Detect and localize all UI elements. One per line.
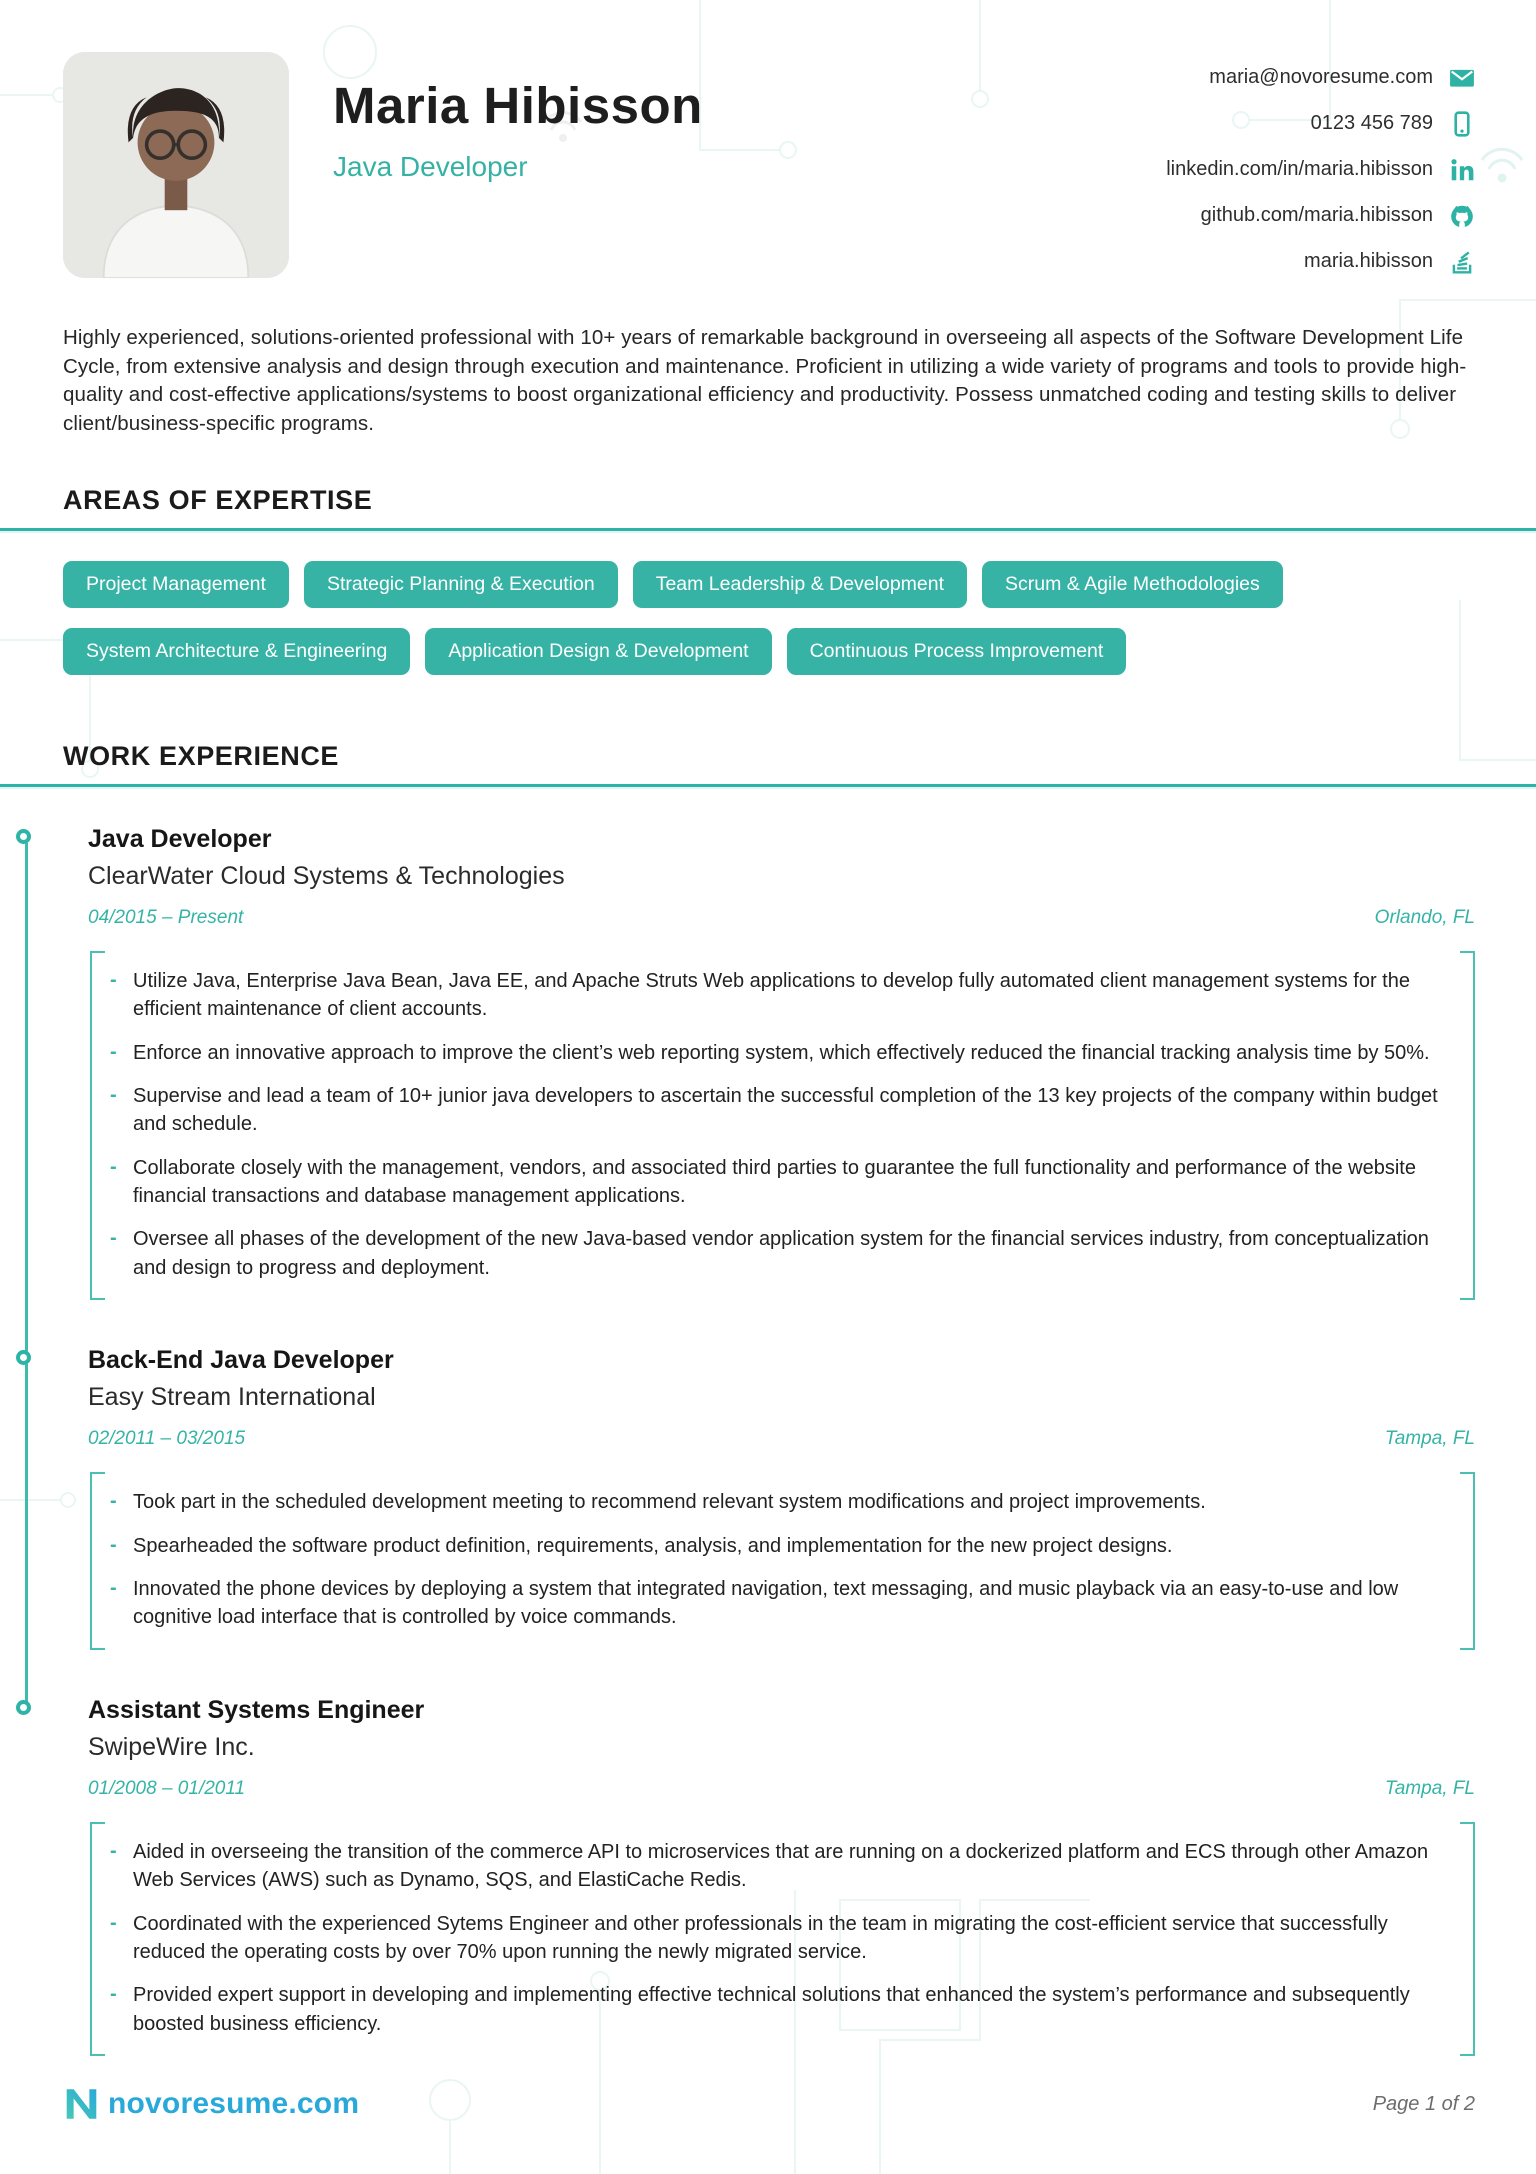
job-entry: [63, 1696, 1475, 2056]
brand-text: novoresume.com: [108, 2087, 360, 2120]
job-bullet: - Took part in the scheduled development meeting to recommend relevant system modifications and project improvements.: [108, 1488, 1439, 1516]
contact-phone-text: 0123 456 789: [1310, 112, 1433, 134]
contact-stackoverflow[interactable]: [1304, 248, 1475, 275]
contact-github[interactable]: [1201, 202, 1475, 229]
expertise-tag: Strategic Planning & Execution: [304, 561, 618, 608]
contact-stackoverflow-text: maria.hibisson: [1304, 250, 1433, 272]
job-dates: 04/2015 – Present: [88, 906, 244, 928]
job-bullet-list: [90, 1822, 1475, 2056]
job-dates: 02/2011 – 03/2015: [88, 1428, 246, 1450]
work-experience-heading: WORK EXPERIENCE: [63, 740, 340, 771]
job-bullet: - Oversee all phases of the development of the new Java-based vendor application system for the financial services industry, from conceptualization and design to progress and deployment.: [108, 1225, 1439, 1282]
stackoverflow-icon: [1448, 248, 1475, 275]
expertise-tag-list: [63, 561, 1475, 675]
job-title: Back-End Java Developer: [88, 1346, 394, 1375]
header: [63, 0, 1475, 278]
professional-summary: Highly experienced, solutions-oriented professional with 10+ years of remarkable background in overseeing all aspects of the Software Development Life Cycle, from extensive analysis and design through execution and maintenance. Proficient in utilizing a wide variety of programs and tools to provide high-quality and cost-effective applications/systems to boost organizational efficiency and productivity. Possess unmatched coding and testing skills to deliver client/business-specific programs.: [63, 326, 1467, 436]
novoresume-logo-icon: [63, 2084, 100, 2124]
email-icon: [1448, 64, 1475, 91]
expertise-tag: Project Management: [63, 561, 289, 608]
job-dates: 01/2008 – 01/2011: [88, 1777, 246, 1799]
github-icon: [1448, 202, 1475, 229]
job-bullet: - Provided expert support in developing and implementing effective technical solutions that enhanced the system’s performance and subsequently boosted business efficiency.: [108, 1981, 1439, 2038]
contact-linkedin[interactable]: [1166, 156, 1475, 183]
expertise-tag: Continuous Process Improvement: [787, 628, 1127, 675]
job-entry: [63, 1346, 1475, 1650]
job-bullet: - Spearheaded the software product definition, requirements, analysis, and implementation for the new project designs.: [108, 1532, 1439, 1560]
novoresume-brand-link[interactable]: [63, 2084, 359, 2124]
job-company: ClearWater Cloud Systems & Technologies: [88, 861, 565, 890]
contact-email-text: maria@novoresume.com: [1209, 66, 1433, 88]
expertise-tag: Application Design & Development: [425, 628, 771, 675]
timeline-marker-icon: [16, 829, 31, 844]
job-meta: [88, 1778, 1475, 1800]
job-bullet: - Enforce an innovative approach to improve the client’s web reporting system, which effectively reduced the financial tracking analysis time by 50%.: [108, 1039, 1439, 1067]
job-timeline: [63, 825, 1475, 2056]
job-title: Assistant Systems Engineer: [88, 1695, 425, 1724]
expertise-tag: System Architecture & Engineering: [63, 628, 410, 675]
profile-photo: [63, 52, 289, 278]
contact-github-text: github.com/maria.hibisson: [1200, 204, 1433, 226]
job-bullet: - Collaborate closely with the management, vendors, and associated third parties to guarantee the full functionality and performance of the website financial transactions and database management applications.: [108, 1154, 1439, 1211]
section-areas-of-expertise: [63, 485, 1475, 675]
section-divider: [0, 528, 1536, 531]
section-divider: [0, 784, 1536, 787]
job-meta: [88, 907, 1475, 929]
expertise-tag: Team Leadership & Development: [633, 561, 967, 608]
footer: [63, 2084, 1475, 2124]
job-bullet-list: [90, 1472, 1475, 1650]
linkedin-icon: [1448, 156, 1475, 183]
page-indicator: Page 1 of 2: [1372, 2092, 1475, 2115]
contact-list: [1166, 52, 1475, 275]
candidate-title: Java Developer: [333, 151, 528, 182]
expertise-tag: Scrum & Agile Methodologies: [982, 561, 1283, 608]
job-bullet-list: [90, 951, 1475, 1301]
job-title: Java Developer: [88, 824, 272, 853]
profile-photo-illustration: [63, 52, 289, 278]
job-bullet: - Utilize Java, Enterprise Java Bean, Java EE, and Apache Struts Web applications to develop fully automated client management systems for the efficient maintenance of client accounts.: [108, 967, 1439, 1024]
job-bullet: - Innovated the phone devices by deploying a system that integrated navigation, text messaging, and music playback via an easy-to-use and low cognitive load interface that is controlled by voice commands.: [108, 1575, 1439, 1632]
job-company: Easy Stream International: [88, 1383, 376, 1412]
timeline-marker-icon: [16, 1350, 31, 1365]
job-bullet: - Supervise and lead a team of 10+ junior java developers to ascertain the successful completion of the 13 key projects of the company within budget and schedule.: [108, 1082, 1439, 1139]
job-entry: [63, 825, 1475, 1301]
job-location: Orlando, FL: [1374, 906, 1475, 928]
job-meta: [88, 1428, 1475, 1450]
contact-phone[interactable]: [1311, 110, 1475, 137]
contact-email[interactable]: [1209, 64, 1475, 91]
job-location: Tampa, FL: [1384, 1777, 1475, 1799]
job-company: SwipeWire Inc.: [88, 1732, 255, 1761]
contact-linkedin-text: linkedin.com/in/maria.hibisson: [1166, 158, 1433, 180]
areas-of-expertise-heading: AREAS OF EXPERTISE: [63, 484, 373, 515]
identity-block: [333, 52, 703, 183]
job-bullet: - Coordinated with the experienced Sytems Engineer and other professionals in the team in migrating the cost-efficient service that successfully reduced the operating costs by over 70% upon running the newly migrated service.: [108, 1910, 1439, 1967]
job-location: Tampa, FL: [1384, 1428, 1475, 1450]
phone-icon: [1448, 110, 1475, 137]
candidate-name: Maria Hibisson: [333, 77, 703, 134]
job-bullet: - Aided in overseeing the transition of the commerce API to microservices that are running on a dockerized platform and ECS through other Amazon Web Services (AWS) such as Dynamo, SQS, and ElastiCache Redis.: [108, 1838, 1439, 1895]
timeline-marker-icon: [16, 1700, 31, 1715]
section-work-experience: [63, 741, 1475, 2056]
